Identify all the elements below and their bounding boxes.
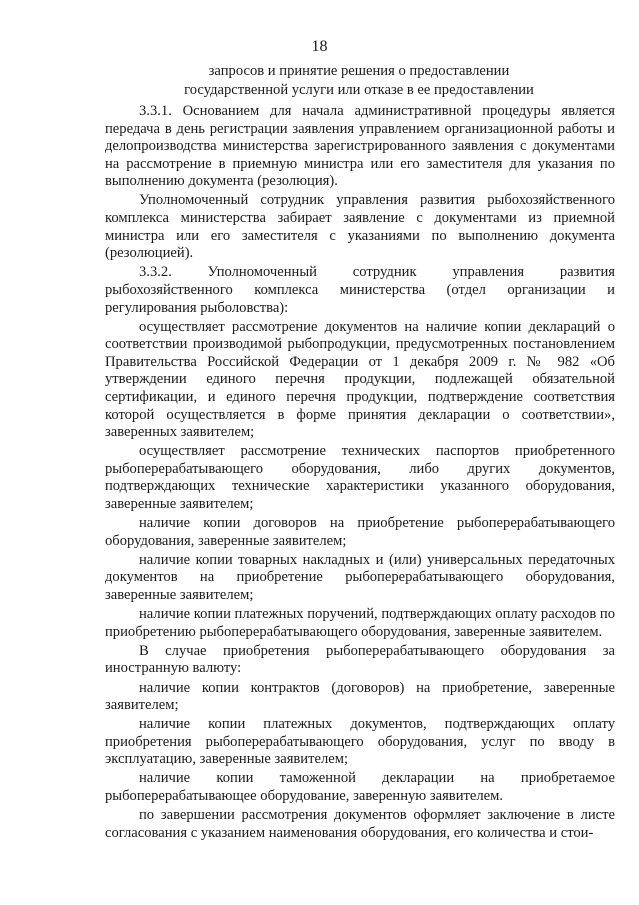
- paragraph-declarations-review: осуществляет рассмотрение документов на наличие копии деклараций о соответствии производимой рыбопродукции, предусмотренных постановлением Правительства Российской Федерации от 1 декабря 2009 г. № 982 «Об утверждении единого перечня продукции, подлежащей обязательной сертификации, и единого перечня продукции, подтверждение соответствия которой осуществляется в форме принятия декларации о соответствии», заверенных заявителем;: [105, 318, 615, 441]
- paragraph-technical-passports: осуществляет рассмотрение технических паспортов приобретенного рыбоперерабатывающего оборудования, либо других документов, подтверждающих технические характеристики указанного оборудования, заверенные заявителем;: [105, 443, 615, 513]
- section-heading-line-1: запросов и принятие решения о предоставлении: [208, 63, 510, 79]
- paragraph-contracts-copies: наличие копии договоров на приобретение рыбоперерабатывающего оборудования, заверенные заявителем;: [105, 515, 615, 549]
- document-body: [105, 103, 615, 842]
- paragraph-authorized-employee: Уполномоченный сотрудник управления развития рыбохозяйственного комплекса министерства забирает заявление с документами из приемной министра или его заместителя с указаниями по выполнению документа (резолюцией).: [105, 192, 615, 262]
- section-heading: [60, 62, 639, 100]
- paragraph-conclusion: по завершении рассмотрения документов оформляет заключение в листе согласования с указанием наименования оборудования, его количества и стои-: [105, 807, 615, 841]
- paragraph-payment-orders: наличие копии платежных поручений, подтверждающих оплату расходов по приобретению рыбоперерабатывающего оборудования, заверенные заявителем.: [105, 606, 615, 640]
- paragraph-foreign-payments: наличие копии платежных документов, подтверждающих оплату приобретения рыбоперерабатывающего оборудования, услуг по вводу в эксплуатацию, заверенные заявителем;: [105, 716, 615, 768]
- paragraph-invoices-copies: наличие копии товарных накладных и (или) универсальных передаточных документов на приобретение рыбоперерабатывающего оборудования, заверенные заявителем;: [105, 551, 615, 604]
- paragraph-3-3-1: 3.3.1. Основанием для начала административной процедуры является передача в день регистрации заявления управлением организационной работы и делопроизводства министерства зарегистрированного заявления с документами на рассмотрение в приемную министра или его заместителя для указания по выполнению документа (резолюция).: [105, 103, 615, 190]
- paragraph-foreign-contracts: наличие копии контрактов (договоров) на приобретение, заверенные заявителем;: [105, 679, 615, 714]
- section-heading-line-2: государственной услуги или отказе в ее предоставлении: [184, 82, 534, 98]
- page-number: 18: [311, 38, 328, 55]
- paragraph-3-3-2: 3.3.2. Уполномоченный сотрудник управления развития рыбохозяйственного комплекса министерства (отдел организации и регулирования рыболовства):: [105, 264, 615, 316]
- paragraph-foreign-currency: В случае приобретения рыбоперерабатывающего оборудования за иностранную валюту:: [105, 642, 615, 677]
- paragraph-customs-declaration: наличие копии таможенной декларации на приобретаемое рыбоперерабатывающее оборудование, заверенную заявителем.: [105, 770, 615, 805]
